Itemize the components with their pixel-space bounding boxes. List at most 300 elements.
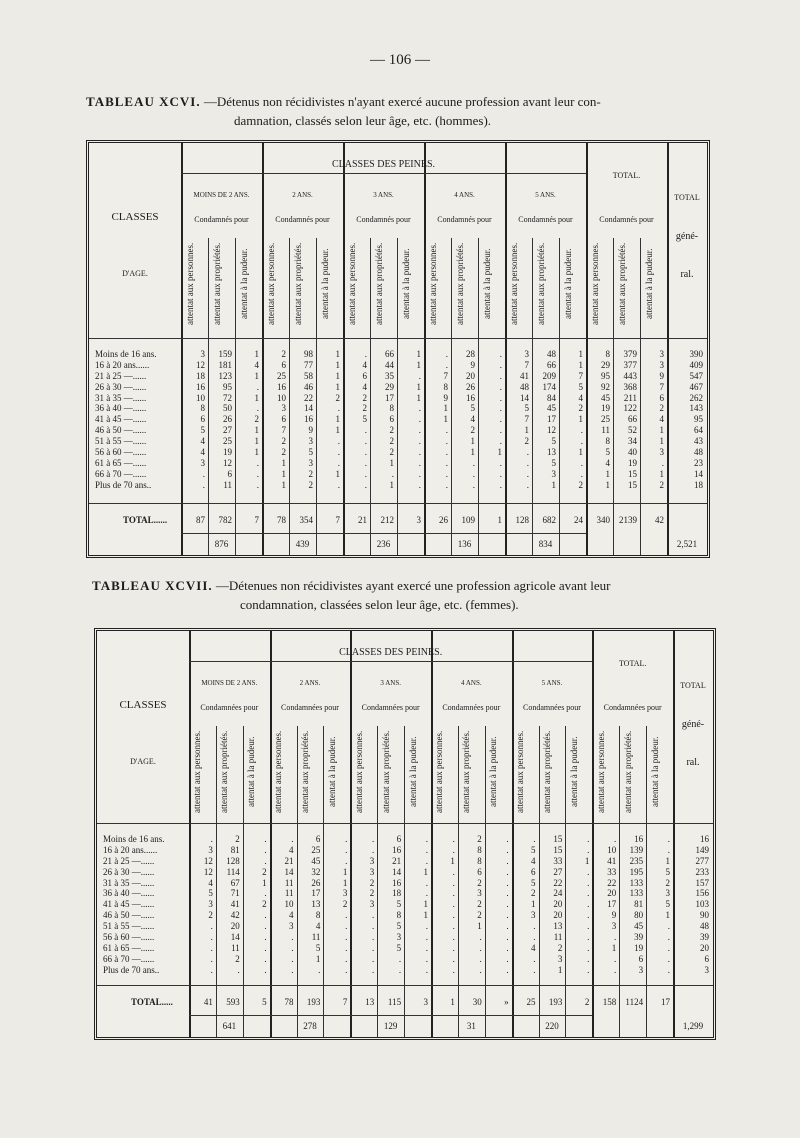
- data-cell: 1: [416, 381, 421, 392]
- data-cell: .: [425, 942, 428, 953]
- data-cell: .: [345, 910, 348, 921]
- data-cell: 1: [665, 910, 670, 921]
- data-cell: .: [587, 953, 590, 964]
- data-cell: .: [452, 953, 455, 964]
- data-cell: .: [425, 888, 428, 899]
- data-cell: .: [506, 921, 509, 932]
- sub-header: attentat aux personnes.: [273, 730, 284, 813]
- data-cell: .: [398, 964, 402, 975]
- data-column: [425, 349, 448, 491]
- total-cell: 24: [574, 515, 583, 525]
- data-column: [647, 834, 670, 976]
- data-cell: 8: [389, 403, 394, 414]
- data-cell: 45: [311, 855, 321, 866]
- sub-header: attentat aux propriétés.: [380, 730, 391, 813]
- data-cell: 5: [665, 866, 670, 877]
- data-cell: .: [580, 436, 583, 447]
- age-label: 41 à 45 —......: [103, 899, 155, 910]
- total-cell: 21: [358, 515, 367, 525]
- data-cell: 6: [389, 414, 394, 425]
- data-cell: 27: [223, 425, 232, 436]
- data-cell: 211: [623, 392, 637, 403]
- data-cell: 11: [284, 877, 294, 888]
- group-total: 641: [222, 1021, 237, 1031]
- total-rule: [97, 985, 713, 986]
- data-cell: 1: [342, 877, 348, 888]
- data-cell: 2: [369, 877, 375, 888]
- data-column: [432, 834, 455, 976]
- data-cell: 23: [694, 457, 703, 468]
- body-rule: [89, 338, 707, 339]
- total-cell: 42: [655, 515, 664, 525]
- data-cell: .: [210, 953, 213, 964]
- data-cell: 16: [392, 844, 402, 855]
- data-cell: 9: [443, 392, 448, 403]
- data-cell: 1: [659, 436, 664, 447]
- sub-header: attentat aux propriétés.: [373, 242, 384, 325]
- data-cell: 3: [477, 888, 482, 899]
- age-label: 36 à 40 —......: [95, 403, 147, 414]
- data-cell: 103: [695, 899, 709, 910]
- data-cell: 29: [385, 381, 394, 392]
- data-cell: .: [452, 866, 455, 877]
- group-total: 220: [545, 1021, 559, 1031]
- data-cell: 128: [226, 855, 240, 866]
- total-general-header-1: TOTAL: [674, 193, 700, 202]
- data-cell: 2: [477, 899, 482, 910]
- classes-des-peines-header: CLASSES DES PEINES.: [339, 647, 443, 658]
- data-cell: 2: [235, 953, 240, 964]
- data-cell: 9: [470, 359, 475, 370]
- data-cell: 20: [607, 888, 617, 899]
- data-cell: 2: [557, 942, 563, 953]
- condamnes-header: Condamnées pour: [200, 703, 259, 712]
- data-cell: .: [318, 964, 321, 975]
- sub-header: attentat à la pudeur.: [481, 248, 492, 320]
- data-cell: 1: [605, 468, 610, 479]
- data-cell: 14: [284, 866, 294, 877]
- data-column: [209, 349, 232, 491]
- condamnes-header: Condamnées pour: [442, 703, 501, 712]
- data-cell: 16: [700, 834, 709, 844]
- total-cell: 3: [416, 515, 421, 525]
- data-cell: 443: [623, 370, 637, 381]
- data-cell: 133: [629, 888, 644, 899]
- data-cell: 6: [362, 370, 367, 381]
- data-cell: .: [499, 414, 502, 425]
- data-cell: 48: [520, 381, 529, 392]
- data-column: [378, 834, 401, 976]
- data-cell: 1: [254, 436, 259, 447]
- data-cell: 5: [208, 888, 213, 899]
- condamnes-header: Condamnées pour: [603, 703, 662, 712]
- data-cell: 9: [659, 370, 664, 381]
- data-cell: 8: [477, 855, 482, 866]
- data-cell: .: [210, 932, 213, 943]
- total-general-header-3: ral.: [680, 269, 694, 280]
- data-cell: 8: [477, 844, 482, 855]
- condamnes-header: Condamnés pour: [275, 215, 330, 224]
- data-cell: .: [264, 844, 267, 855]
- data-cell: 467: [689, 381, 703, 392]
- condamnes-header: Condamnés pour: [356, 215, 411, 224]
- data-cell: 21: [284, 855, 294, 866]
- data-cell: .: [210, 921, 213, 932]
- data-cell: .: [506, 844, 509, 855]
- data-cell: 5: [665, 899, 670, 910]
- data-cell: .: [587, 910, 590, 921]
- data-cell: .: [345, 844, 348, 855]
- data-column: [540, 834, 563, 976]
- data-cell: .: [661, 457, 664, 468]
- data-cell: .: [533, 953, 536, 964]
- table-label: TABLEAU XCVI.: [86, 94, 201, 109]
- data-cell: .: [425, 932, 428, 943]
- data-cell: 3: [611, 921, 617, 932]
- data-cell: 48: [547, 349, 556, 359]
- data-column: [344, 349, 367, 491]
- data-cell: 11: [284, 888, 294, 899]
- data-cell: 1: [416, 359, 421, 370]
- total-cell: 340: [596, 515, 610, 525]
- data-cell: .: [264, 932, 267, 943]
- data-cell: 2: [281, 447, 286, 458]
- data-cell: 1: [470, 436, 475, 447]
- condamnes-header: Condamnées pour: [361, 703, 420, 712]
- data-cell: 16: [277, 381, 286, 392]
- data-cell: 3: [531, 910, 536, 921]
- total-header: TOTAL.: [612, 171, 641, 180]
- data-cell: 11: [311, 932, 321, 943]
- data-cell: 84: [547, 392, 556, 403]
- data-cell: 209: [542, 370, 556, 381]
- data-cell: .: [337, 436, 340, 447]
- data-cell: .: [472, 479, 475, 490]
- data-cell: .: [364, 436, 367, 447]
- data-cell: 3: [369, 899, 375, 910]
- data-cell: 16: [196, 381, 205, 392]
- data-cell: 5: [578, 381, 583, 392]
- classes-header: CLASSES: [111, 211, 159, 223]
- data-cell: 66: [385, 349, 394, 359]
- data-cell: 1: [335, 425, 340, 436]
- data-cell: .: [445, 359, 448, 370]
- data-cell: 1: [335, 381, 340, 392]
- total-cell: 7: [342, 997, 348, 1007]
- sub-header: attentat à la pudeur.: [238, 248, 249, 320]
- age-label: 61 à 65 —......: [95, 457, 147, 468]
- data-cell: .: [418, 403, 421, 414]
- data-cell: 114: [226, 866, 240, 877]
- data-cell: .: [237, 964, 240, 975]
- data-cell: 133: [629, 877, 644, 888]
- data-cell: .: [479, 953, 482, 964]
- data-cell: 5: [308, 447, 313, 458]
- total-cell: 7: [335, 515, 340, 525]
- data-cell: 4: [605, 457, 610, 468]
- data-cell: 3: [342, 888, 348, 899]
- data-cell: .: [371, 910, 375, 921]
- data-cell: 29: [601, 359, 610, 370]
- data-cell: 6: [281, 359, 286, 370]
- data-cell: .: [499, 436, 502, 447]
- data-cell: .: [364, 349, 367, 359]
- data-cell: 13: [547, 447, 556, 458]
- data-cell: 80: [634, 910, 644, 921]
- data-cell: 2: [281, 349, 286, 359]
- data-cell: 26: [466, 381, 475, 392]
- total-cell: 1124: [625, 997, 644, 1007]
- data-cell: 1: [423, 899, 428, 910]
- data-cell: 6: [659, 392, 664, 403]
- data-cell: .: [371, 834, 375, 844]
- data-cell: .: [499, 457, 502, 468]
- data-cell: .: [425, 877, 428, 888]
- data-cell: 2: [362, 392, 367, 403]
- data-cell: 9: [308, 425, 313, 436]
- data-cell: .: [391, 468, 394, 479]
- age-column: [95, 349, 157, 491]
- data-column: [479, 349, 502, 491]
- data-cell: .: [418, 457, 421, 468]
- data-cell: 4: [362, 381, 367, 392]
- body-rule: [97, 823, 713, 824]
- sub-header: attentat aux propriétés.: [219, 730, 230, 813]
- total-cell: 78: [284, 997, 294, 1007]
- group-total: 439: [295, 539, 310, 549]
- data-cell: 1: [477, 921, 482, 932]
- data-cell: .: [667, 942, 670, 953]
- data-cell: .: [499, 349, 502, 359]
- data-cell: 39: [700, 932, 709, 943]
- group-header: 4 ANS.: [461, 679, 482, 687]
- data-cell: 6: [200, 414, 205, 425]
- data-cell: .: [499, 392, 502, 403]
- age-label: Plus de 70 ans..: [95, 479, 152, 490]
- data-cell: 2: [254, 414, 259, 425]
- data-cell: 5: [551, 457, 556, 468]
- group-total: 876: [214, 539, 229, 549]
- data-cell: 1: [254, 370, 259, 381]
- data-cell: 2: [389, 425, 394, 436]
- sub-header: attentat aux propriétés.: [616, 242, 627, 325]
- total-cell: 1: [450, 997, 455, 1007]
- data-cell: 1: [659, 468, 664, 479]
- data-cell: 45: [547, 403, 556, 414]
- data-cell: 122: [623, 403, 637, 414]
- data-cell: 4: [470, 414, 475, 425]
- data-column: [566, 834, 589, 976]
- total-general-header-2: géné-: [681, 719, 705, 730]
- data-cell: 159: [218, 349, 232, 359]
- data-cell: 10: [607, 844, 617, 855]
- data-column: [182, 349, 205, 491]
- data-cell: 2: [659, 479, 664, 490]
- data-cell: .: [264, 921, 267, 932]
- data-column: [271, 834, 294, 976]
- sub-header: attentat aux propriétés.: [622, 730, 633, 813]
- data-cell: 16: [392, 877, 402, 888]
- data-cell: 44: [385, 359, 394, 370]
- group-header: MOINS DE 2 ANS.: [201, 679, 258, 687]
- condamnes-header: Condamnés pour: [599, 215, 654, 224]
- data-cell: .: [533, 964, 536, 975]
- data-cell: 12: [203, 866, 213, 877]
- data-cell: .: [499, 425, 502, 436]
- data-cell: 181: [218, 359, 232, 370]
- data-cell: .: [445, 349, 448, 359]
- condamnes-header: Condamnées pour: [522, 703, 581, 712]
- data-cell: 48: [700, 921, 709, 932]
- data-cell: .: [587, 877, 590, 888]
- data-cell: 1: [335, 359, 340, 370]
- data-cell: 1: [423, 866, 428, 877]
- data-cell: .: [210, 964, 213, 975]
- data-cell: 8: [200, 403, 205, 414]
- data-cell: .: [587, 888, 590, 899]
- data-cell: 16: [304, 414, 313, 425]
- total-cell: 109: [461, 515, 475, 525]
- data-cell: 16: [466, 392, 475, 403]
- group-header: 2 ANS.: [292, 191, 313, 199]
- data-cell: 1: [389, 479, 394, 490]
- data-cell: .: [499, 370, 502, 381]
- data-cell: .: [256, 479, 259, 490]
- bottom-rule: [189, 1015, 592, 1016]
- data-cell: 3: [281, 403, 286, 414]
- data-column: [620, 834, 643, 976]
- data-cell: 3: [551, 468, 556, 479]
- sub-header: attentat à la pudeur.: [400, 248, 411, 320]
- data-cell: 33: [607, 866, 617, 877]
- data-cell: 3: [704, 964, 709, 975]
- data-cell: 90: [700, 910, 709, 921]
- age-label: 26 à 30 —......: [103, 866, 155, 877]
- data-cell: 139: [629, 844, 644, 855]
- sub-header: attentat à la pudeur.: [326, 736, 337, 808]
- data-cell: 1: [450, 855, 455, 866]
- total-cell: 3: [423, 997, 428, 1007]
- data-cell: 8: [443, 381, 448, 392]
- data-column: [236, 349, 259, 491]
- data-cell: .: [264, 910, 267, 921]
- data-cell: 4: [315, 921, 321, 932]
- data-cell: .: [345, 855, 348, 866]
- table-title-line1: —Détenues non récidivistes ayant exercé une profession agricole avant leur: [212, 578, 611, 593]
- data-cell: 45: [634, 921, 644, 932]
- data-cell: 21: [392, 855, 402, 866]
- data-cell: .: [613, 932, 617, 943]
- data-cell: 2: [470, 425, 475, 436]
- data-cell: 2: [389, 436, 394, 447]
- sub-header: attentat aux personnes.: [589, 242, 600, 325]
- age-column: [103, 834, 165, 976]
- data-cell: .: [291, 932, 294, 943]
- data-cell: 48: [694, 447, 703, 458]
- data-cell: 547: [689, 370, 703, 381]
- data-cell: .: [364, 425, 367, 436]
- data-cell: 277: [695, 855, 709, 866]
- age-label: 31 à 35 —......: [95, 392, 147, 403]
- data-cell: 17: [607, 899, 617, 910]
- data-cell: 2: [578, 403, 583, 414]
- data-cell: 19: [223, 447, 232, 458]
- data-cell: .: [452, 942, 455, 953]
- data-cell: 2: [659, 403, 664, 414]
- age-label: 46 à 50 —......: [95, 425, 147, 436]
- data-cell: 19: [628, 457, 637, 468]
- total-cell: 1: [497, 515, 502, 525]
- data-cell: 1: [335, 414, 340, 425]
- group-header: 3 ANS.: [373, 191, 394, 199]
- data-cell: 1: [611, 942, 617, 953]
- age-label: 36 à 40 —......: [103, 888, 155, 899]
- data-cell: 5: [396, 942, 402, 953]
- data-cell: 34: [628, 436, 637, 447]
- condamnes-header: Condamnés pour: [194, 215, 249, 224]
- data-cell: 233: [695, 866, 709, 877]
- group-total: 129: [383, 1021, 398, 1031]
- data-cell: .: [418, 479, 421, 490]
- data-cell: .: [667, 834, 670, 844]
- total-cell: 682: [542, 515, 556, 525]
- data-cell: .: [418, 370, 421, 381]
- data-cell: 95: [223, 381, 232, 392]
- data-cell: 3: [200, 349, 205, 359]
- data-cell: 1: [335, 349, 340, 359]
- data-cell: 17: [385, 392, 394, 403]
- total-cell: 212: [380, 515, 394, 525]
- sub-header: attentat aux personnes.: [515, 730, 526, 813]
- table-title-line2: damnation, classés selon leur âge, etc. (hommes).: [234, 113, 492, 128]
- age-label: 66 à 70 —......: [95, 468, 147, 479]
- data-cell: 377: [623, 359, 637, 370]
- data-cell: 64: [694, 425, 703, 436]
- group-header: 2 ANS.: [299, 679, 321, 687]
- data-cell: .: [210, 834, 213, 844]
- data-cell: .: [418, 414, 421, 425]
- data-cell: .: [506, 932, 509, 943]
- total-label: TOTAL.....: [131, 997, 173, 1007]
- total-cell: 782: [218, 515, 232, 525]
- total-cell: 25: [526, 997, 536, 1007]
- data-cell: 4: [531, 855, 536, 866]
- group-header: 5 ANS.: [541, 679, 563, 687]
- total-cell: 593: [226, 997, 240, 1007]
- sub-header: attentat aux personnes.: [595, 730, 606, 813]
- data-cell: 1: [584, 855, 590, 866]
- data-cell: 43: [694, 436, 703, 447]
- data-cell: 4: [208, 877, 213, 888]
- data-cell: 52: [628, 425, 637, 436]
- data-column: [533, 349, 556, 491]
- sub-header: attentat aux personnes.: [192, 730, 203, 813]
- data-cell: 66: [628, 414, 637, 425]
- data-cell: 8: [396, 910, 402, 921]
- data-cell: 5: [551, 436, 556, 447]
- total-label: TOTAL......: [123, 515, 168, 525]
- data-cell: 3: [524, 349, 529, 359]
- data-cell: 15: [628, 468, 637, 479]
- data-cell: 2: [281, 436, 286, 447]
- data-column: [587, 349, 610, 491]
- data-cell: 11: [223, 479, 232, 490]
- data-cell: 174: [542, 381, 556, 392]
- condamnes-header: Condamnés pour: [437, 215, 492, 224]
- sub-header: attentat à la pudeur.: [319, 248, 330, 320]
- data-cell: 6: [315, 834, 321, 844]
- sub-header: attentat à la pudeur.: [643, 248, 654, 320]
